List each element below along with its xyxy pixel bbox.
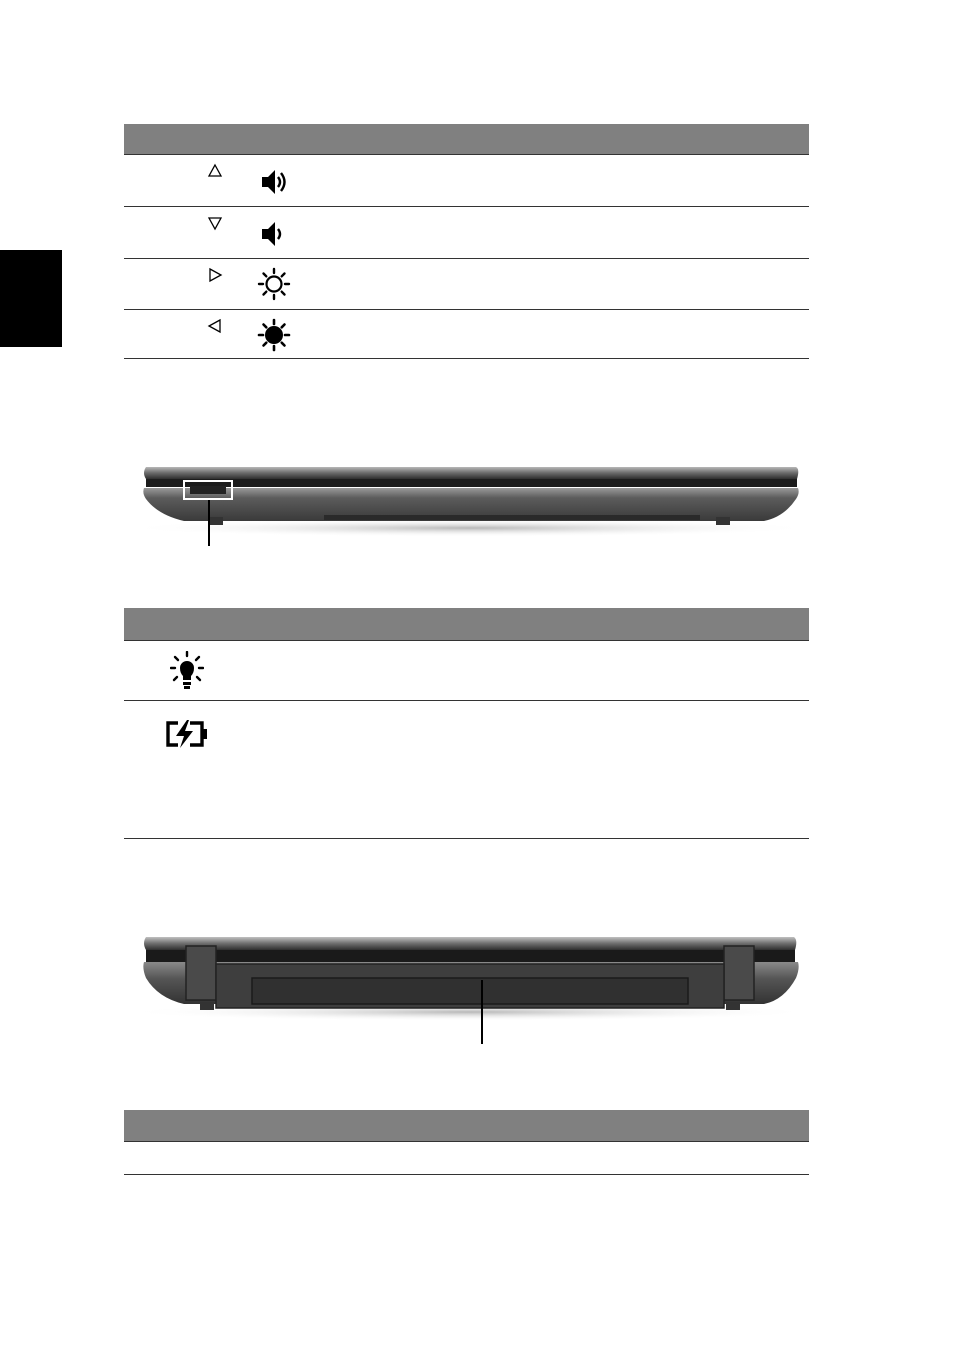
- battery-charging-icon: [164, 719, 210, 749]
- indicator-table: [124, 608, 809, 839]
- arrow-up-outline-icon: [207, 163, 223, 179]
- table-row: [124, 701, 809, 839]
- table-header: [124, 124, 809, 154]
- rear-callout-line: [481, 980, 483, 1044]
- table-row: [124, 207, 809, 259]
- front-callout-line: [208, 500, 210, 546]
- brightness-up-icon: [257, 267, 291, 301]
- table-header: [124, 608, 809, 640]
- power-indicator-icon: [170, 651, 204, 691]
- arrow-right-outline-icon: [207, 267, 223, 283]
- table-row: [124, 1141, 809, 1175]
- volume-down-icon: [257, 217, 291, 251]
- table-header: [124, 1110, 809, 1141]
- laptop-rear-view-image: [124, 930, 814, 1025]
- chapter-side-tab: [0, 250, 62, 347]
- volume-up-icon: [257, 165, 291, 199]
- hotkey-table: [124, 124, 809, 359]
- table-row: [124, 310, 809, 359]
- table-row: [124, 640, 809, 701]
- table-row: [124, 259, 809, 310]
- arrow-left-outline-icon: [207, 318, 223, 334]
- table-row: [124, 154, 809, 207]
- brightness-down-icon: [257, 318, 291, 352]
- arrow-down-outline-icon: [207, 215, 223, 231]
- rear-table: [124, 1110, 809, 1175]
- laptop-front-view-image: [124, 455, 814, 555]
